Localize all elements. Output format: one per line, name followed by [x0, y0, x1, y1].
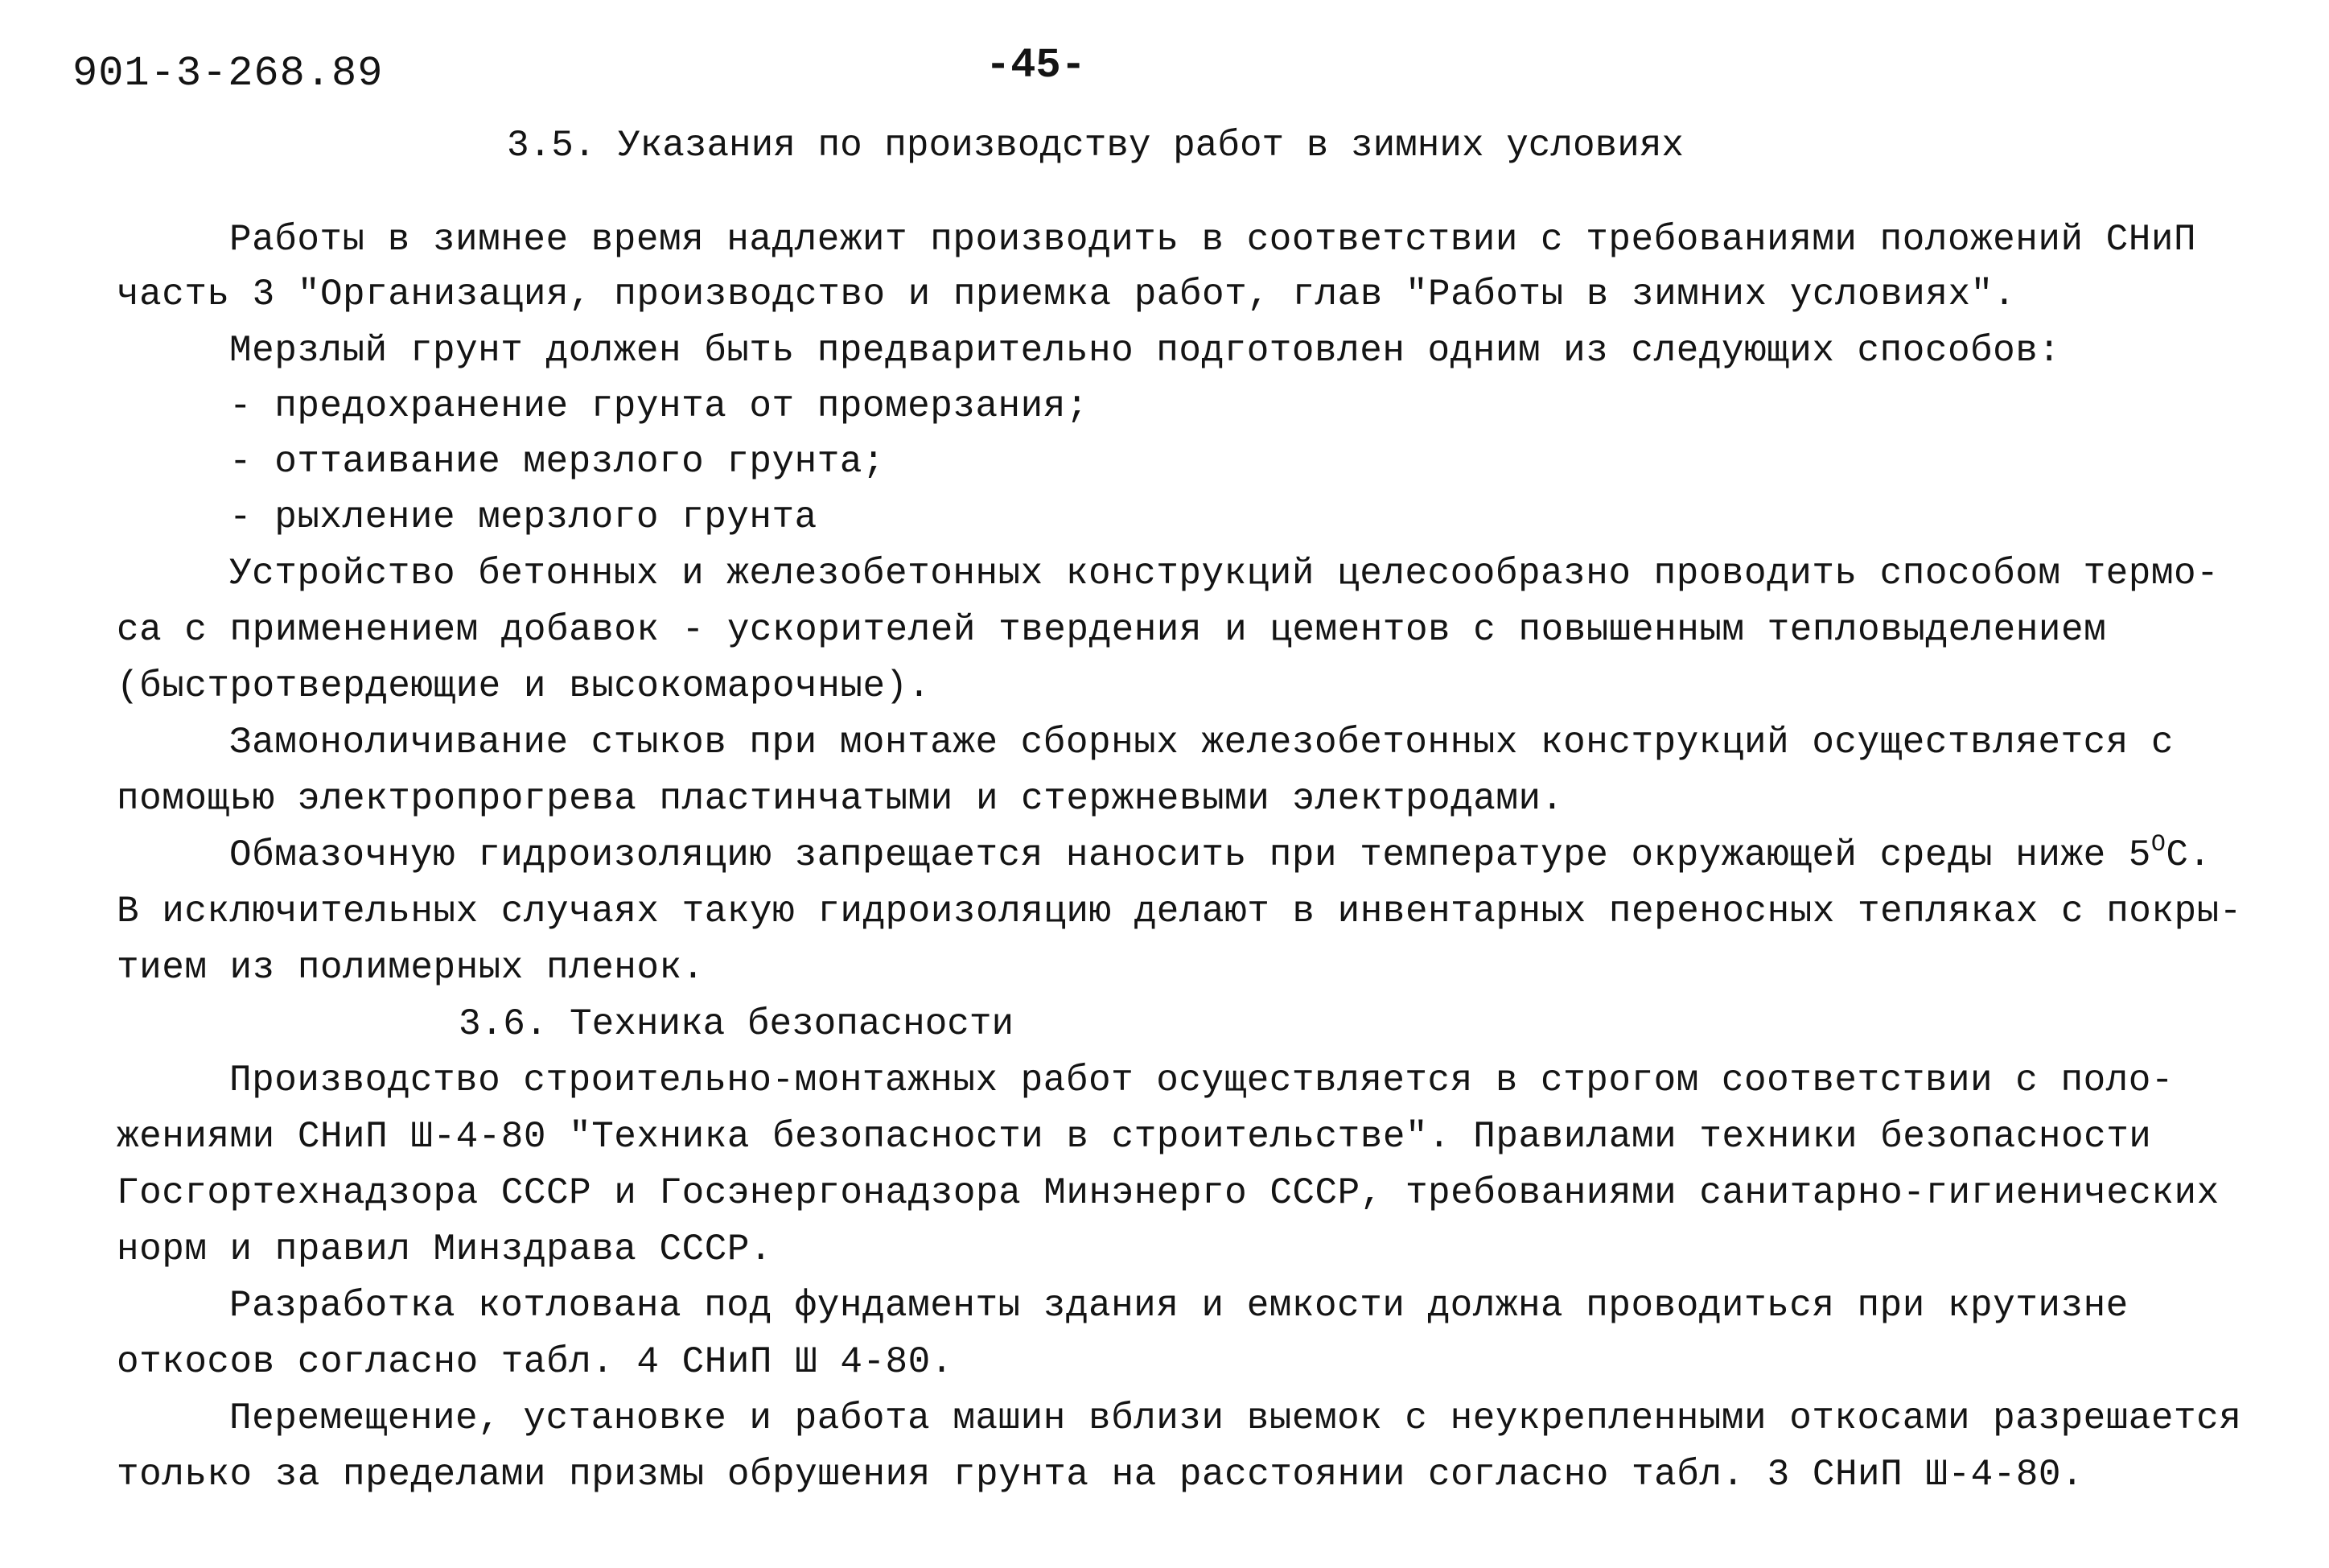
paragraph-line: (быстротвердеющие и высокомарочные). [117, 665, 931, 707]
paragraph-line: Перемещение, установке и работа машин вблизи выемок с неукрепленными откосами разрешается [229, 1397, 2242, 1439]
degree-mark: О [2150, 831, 2166, 858]
paragraph-line: Устройство бетонных и железобетонных конструкций целесообразно проводить способом термо- [229, 553, 2220, 595]
paragraph-line: Работы в зимнее время надлежит производить в соответствии с требованиями положений СНиП [229, 219, 2197, 261]
paragraph-line: норм и правил Минздрава СССР. [117, 1228, 773, 1270]
page-number: -45- [986, 42, 1086, 89]
temperature-unit: С. [2166, 834, 2212, 876]
paragraph-line: жениями СНиП Ш-4-80 "Техника безопасности в строительстве". Правилами техники безопасности [117, 1116, 2152, 1158]
document-code: 901-3-268.89 [72, 50, 384, 97]
paragraph-line-temperature [229, 831, 2212, 876]
section-3-5-heading: 3.5. Указания по производству работ в зимних условиях [507, 125, 1685, 167]
paragraph-line: тием из полимерных пленок. [117, 947, 705, 989]
list-item: - оттаивание мерзлого грунта; [229, 441, 886, 483]
paragraph-line: часть 3 "Организация, производство и приемка работ, глав "Работы в зимних условиях". [117, 274, 2016, 315]
section-3-6-heading: 3.6. Техника безопасности [459, 1003, 1014, 1045]
paragraph-line: Производство строительно-монтажных работ осуществляется в строгом соответствии с поло- [229, 1060, 2174, 1101]
paragraph-line: только за пределами призмы обрушения грунта на расстоянии согласно табл. 3 СНиП Ш-4-80. [117, 1454, 2084, 1496]
paragraph-line: Замоноличивание стыков при монтаже сборных железобетонных конструкций осуществляется с [229, 722, 2174, 763]
paragraph-line: Госгортехнадзора СССР и Госэнергонадзора Минэнерго СССР, требованиями санитарно-гигиенических [117, 1172, 2220, 1214]
list-item: - предохранение грунта от промерзания; [229, 385, 1088, 427]
temperature-text: Обмазочную гидроизоляцию запрещается наносить при температуре окружающей среды ниже 5 [229, 834, 2151, 876]
paragraph-line: са с применением добавок - ускорителей твердения и цементов с повышенным тепловыделением [117, 609, 2107, 651]
paragraph-line: В исключительных случаях такую гидроизоляцию делают в инвентарных переносных тепляках с покры- [117, 891, 2242, 932]
paragraph-line: Мерзлый грунт должен быть предварительно подготовлен одним из следующих способов: [229, 330, 2061, 372]
list-item: - рыхление мерзлого грунта [229, 496, 817, 538]
paragraph-line: помощью электропрогрева пластинчатыми и стержневыми электродами. [117, 778, 1564, 820]
paragraph-line: откосов согласно табл. 4 СНиП Ш 4-80. [117, 1341, 953, 1383]
paragraph-line: Разработка котлована под фундаменты здания и емкости должна проводиться при крутизне [229, 1285, 2129, 1327]
